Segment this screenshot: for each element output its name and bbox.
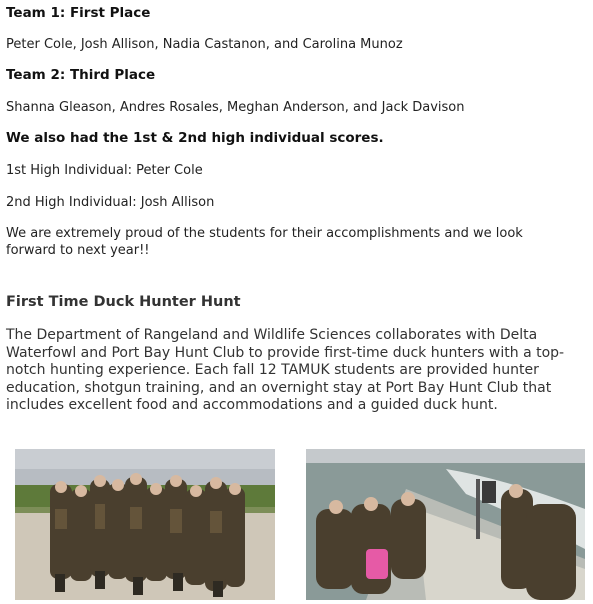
team2-members: Shanna Gleason, Andres Rosales, Meghan Anderson, and Jack Davison <box>6 100 465 115</box>
individuals-heading: We also had the 1st & 2nd high individual scores. <box>6 130 384 146</box>
team2-heading: Team 2: Third Place <box>6 67 156 83</box>
team1-members: Peter Cole, Josh Allison, Nadia Castanon, and Carolina Munoz <box>6 37 403 52</box>
group-photo <box>15 449 275 600</box>
first-high-individual: 1st High Individual: Peter Cole <box>6 163 203 178</box>
boat-photo <box>306 449 585 600</box>
boat-photo-image <box>306 449 585 600</box>
closing-paragraph: We are extremely proud of the students for their accomplishments and we look forward to next year!! <box>6 226 523 258</box>
hunt-description: The Department of Rangeland and Wildlife Sciences collaborates with Delta Waterfowl and Port Bay Hunt Club to provide first-time duck hunters with a top-notch hunting experience. Each fall 12 TAMUK students are provided hunter education, shotgun training, and an overnight stay at Port Bay Hunt Club that includes excellent food and accommodations and a guided duck hunt. <box>6 327 565 413</box>
hunt-section-title: First Time Duck Hunter Hunt <box>6 294 241 310</box>
group-photo-image <box>15 449 275 600</box>
team1-heading: Team 1: First Place <box>6 5 151 21</box>
second-high-individual: 2nd High Individual: Josh Allison <box>6 195 215 210</box>
